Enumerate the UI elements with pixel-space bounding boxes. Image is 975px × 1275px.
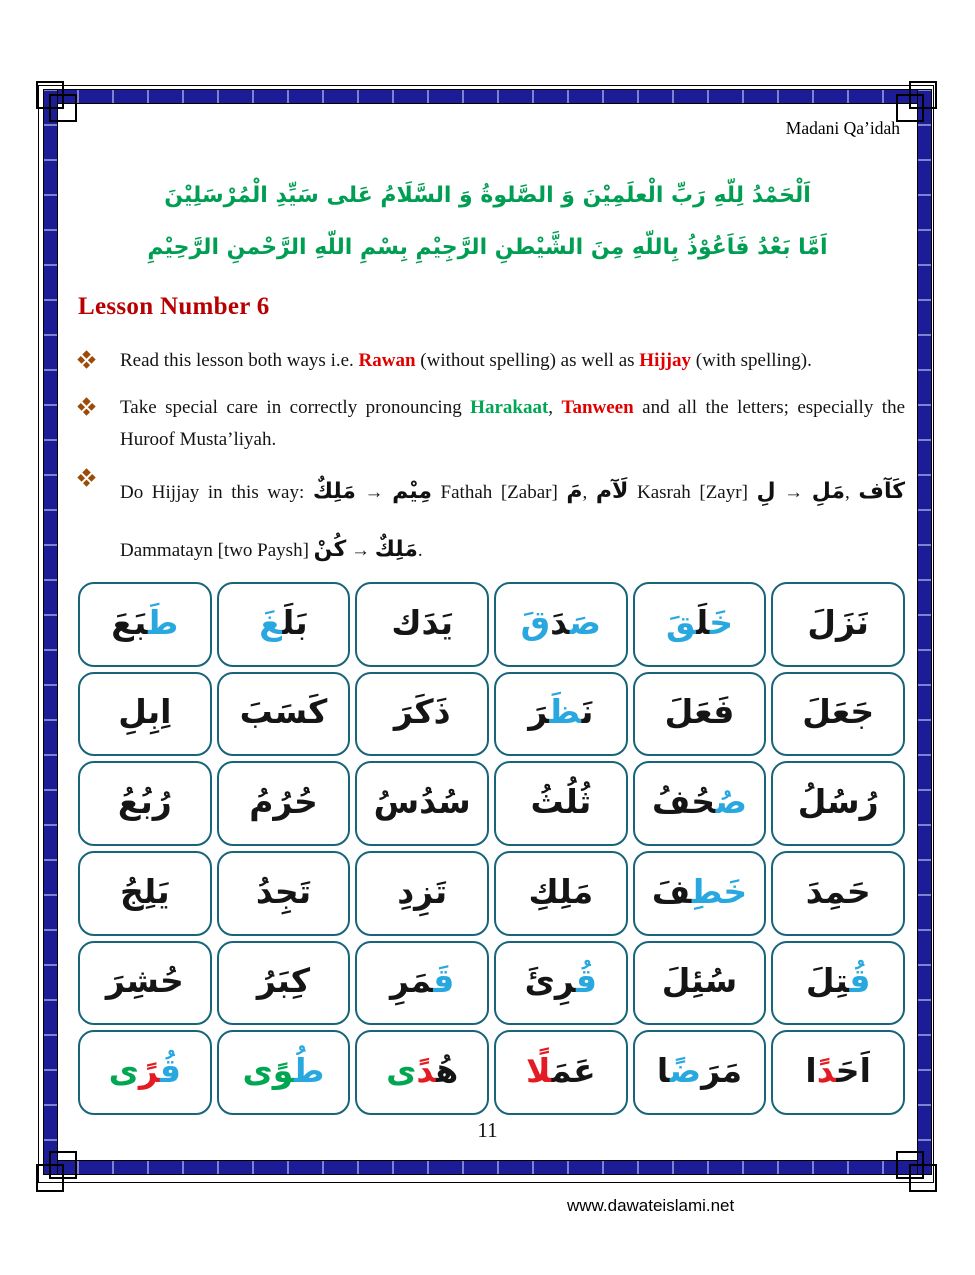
word-segment: اَحَ‍ [835, 1051, 871, 1091]
word-cell [494, 851, 628, 936]
word-cell [217, 761, 351, 846]
text-run: → [355, 482, 393, 503]
word-segment: ى [108, 1051, 139, 1091]
word-segment: صَ‍ [569, 602, 602, 642]
word-segment: ضً‍ [669, 1051, 702, 1091]
word-cell [494, 672, 628, 757]
website-url: www.dawateislami.net [567, 1196, 735, 1215]
border-bar-top [44, 90, 931, 103]
word-segment: يَدَك [391, 602, 454, 642]
word-segment: ‍لَ‍ [695, 602, 710, 642]
word-cell [355, 761, 489, 846]
word-segment: ‍مَرِ [390, 961, 433, 1001]
page-number: 11 [477, 1118, 498, 1142]
word-cell [633, 582, 767, 667]
diamond-bullet-icon [77, 468, 95, 486]
word-cell [217, 582, 351, 667]
word-cell [355, 582, 489, 667]
text-run: Kasrah [Zayr] [628, 482, 757, 503]
word-cell [633, 941, 767, 1026]
word-cell [217, 851, 351, 936]
word-segment: ‍دً [816, 1051, 836, 1091]
text-run: (without spelling) as well as [415, 350, 640, 371]
word-segment: صُ‍ [715, 782, 747, 822]
word-segment: قُ‍ [575, 961, 598, 1001]
text-run: Rawan [358, 350, 416, 371]
word-segment: سُئِلَ [661, 961, 738, 1001]
word-segment: قَ‍ [432, 961, 455, 1001]
text-run: Take special care in correctly pronouncing [120, 397, 471, 418]
word-cell [217, 672, 351, 757]
word-cell [78, 761, 212, 846]
arabic-opening-praise [80, 170, 895, 274]
word-segment: حَمِدَ [805, 871, 871, 911]
word-cell [633, 761, 767, 846]
text-run: (with spelling). [691, 350, 812, 371]
word-segment: فَعَلَ [664, 692, 735, 732]
arabic-word: مَ [566, 479, 583, 504]
word-cell [78, 851, 212, 936]
diamond-bullet-icon [77, 350, 95, 368]
word-segment: كِبَرُ [256, 961, 311, 1001]
word-cell [217, 1030, 351, 1115]
word-cell [771, 582, 905, 667]
word-segment: جَعَلَ [802, 692, 875, 732]
word-cell [771, 941, 905, 1026]
word-cell [355, 941, 489, 1026]
word-cell [494, 761, 628, 846]
word-segment: طُ‍ [293, 1051, 325, 1091]
word-segment: مَرَ [701, 1051, 743, 1091]
corner-ornament-top-right-inner [896, 94, 924, 122]
arabic-word: لَآم [595, 479, 629, 504]
word-segment: نَ‍ [580, 692, 594, 732]
text-run: , [845, 482, 859, 503]
word-segment: ‍رِئَ [524, 961, 576, 1001]
word-segment: ‍بَ‍ [133, 602, 148, 642]
arabic-word: لِ [756, 479, 776, 504]
border-bar-right [918, 90, 931, 1174]
word-segment: ‍فَ [651, 871, 692, 911]
word-segment: ‍عَ [111, 602, 134, 642]
text-run: Read this lesson both ways i.e. [120, 350, 359, 371]
word-segment: قُ‍ [848, 961, 871, 1001]
arabic-word: مَلِ [811, 479, 846, 504]
text-run: and all the letters; especially the Huroof Musta’liyah. [120, 397, 906, 450]
bullet-hijjay-example [78, 463, 905, 579]
word-cell [633, 1030, 767, 1115]
word-segment: تَجِدُ [255, 871, 312, 911]
corner-ornament-bottom-left-inner [49, 1151, 77, 1179]
word-segment: تَزِدِ [397, 871, 448, 911]
word-segment: ى [386, 1051, 417, 1091]
word-segment: ‍لًا [525, 1051, 552, 1091]
arabic-word: مِيْم [392, 479, 432, 504]
text-run: Tanween [561, 397, 634, 418]
word-cell [633, 851, 767, 936]
text-run: → [346, 540, 375, 561]
corner-ornament-top-left-inner [49, 94, 77, 122]
word-segment: ‍وًى [242, 1051, 294, 1091]
word-segment: ‍غَ [259, 602, 282, 642]
word-segment: يَلِجُ [120, 871, 170, 911]
text-run: , [582, 482, 596, 503]
word-cell [78, 1030, 212, 1115]
word-cell [633, 672, 767, 757]
word-segment: قُ‍ [159, 1051, 182, 1091]
word-segment: رُبُعُ [117, 782, 172, 822]
word-cell [494, 941, 628, 1026]
bullet-pronunciation-care [78, 392, 905, 456]
word-cell [78, 672, 212, 757]
word-segment: ‍قَ [665, 602, 696, 642]
text-run: Hijjay [639, 350, 692, 371]
border-bar-bottom [44, 1161, 931, 1174]
arabic-word: كُنْ [313, 537, 347, 562]
word-segment: ا [805, 1051, 817, 1091]
word-segment: ‍رً [138, 1051, 160, 1091]
bullet-text [120, 463, 905, 579]
word-cell [494, 1030, 628, 1115]
word-segment: ‍دَ [550, 602, 570, 642]
word-segment: ‍ا [656, 1051, 670, 1091]
word-segment: خَ‍ [709, 602, 734, 642]
word-cell [355, 1030, 489, 1115]
word-segment: هُ‍ [435, 1051, 459, 1091]
text-run: . [417, 540, 423, 561]
lesson-title: Lesson Number 6 [78, 293, 270, 320]
word-segment: ‍رَ [528, 692, 549, 732]
text-run: → [775, 482, 812, 503]
arabic-word: مَلِكٌ [312, 479, 356, 504]
corner-ornament-bottom-right-inner [896, 1151, 924, 1179]
word-cell [494, 582, 628, 667]
word-segment: ‍دً [416, 1051, 436, 1091]
word-cell [217, 941, 351, 1026]
word-segment: حُرُمُ [249, 782, 318, 822]
word-cell [78, 582, 212, 667]
word-segment: ‍حُفُ [652, 782, 716, 822]
word-cell [355, 851, 489, 936]
text-run: Fathah [Zabar] [431, 482, 567, 503]
bullet-text [120, 345, 905, 377]
word-segment: كَسَبَ [239, 692, 328, 732]
book-title: Madani Qa’idah [785, 118, 900, 138]
bullet-read-both-ways [78, 345, 905, 377]
text-run: , [548, 397, 562, 418]
text-run: Dammatayn [two Paysh] [120, 540, 314, 561]
arabic-word: مَلِكٌ [374, 537, 418, 562]
word-segment: اِبِلِ [118, 692, 172, 732]
word-segment: مَلِكِ [528, 871, 594, 911]
word-cell [355, 672, 489, 757]
arabic-praise-line-2: اَمَّا بَعْدُ فَاَعُوْذُ بِاللّهِ مِنَ الشَّيْطنِ الرَّجِيْمِ بِسْمِ اللّهِ الرَّحْمنِ الرَّحِيْمِ [147, 235, 828, 260]
word-cell [771, 672, 905, 757]
word-segment: رُسُلُ [797, 782, 879, 822]
text-run: Do Hijjay in this way: [120, 482, 313, 503]
word-cell [771, 761, 905, 846]
word-cell [78, 941, 212, 1026]
arabic-praise-line-1: اَلْحَمْدُ لِلّهِ رَبِّ الْعلَمِيْنَ وَ الصَّلوةُ وَ السَّلَامُ عَلى سَيِّدِ الْمُرْسَلِيْنَ [164, 183, 811, 208]
word-segment: خَطِ‍ [691, 871, 748, 911]
border-bar-left [44, 90, 57, 1174]
word-segment: ثُلُثُ [530, 782, 592, 822]
word-segment: نَزَلَ [807, 602, 869, 642]
words-grid [78, 582, 905, 1115]
word-segment: ‍تِلَ [805, 961, 849, 1001]
word-segment: بَلَ‍ [281, 602, 308, 642]
word-segment: حُشِرَ [105, 961, 184, 1001]
word-segment: طَ‍ [147, 602, 179, 642]
word-cell [771, 1030, 905, 1115]
bullet-text [120, 392, 905, 456]
word-cell [771, 851, 905, 936]
diamond-bullet-icon [77, 397, 95, 415]
word-segment: ذَكَرَ [393, 692, 451, 732]
word-segment: عَمَ‍ [551, 1051, 596, 1091]
word-segment: ‍ظَ‍ [548, 692, 581, 732]
word-segment: قَ [520, 602, 551, 642]
word-segment: سُدُسُ [373, 782, 471, 822]
arabic-word: كَآف [858, 479, 906, 504]
text-run: Harakaat [470, 397, 549, 418]
